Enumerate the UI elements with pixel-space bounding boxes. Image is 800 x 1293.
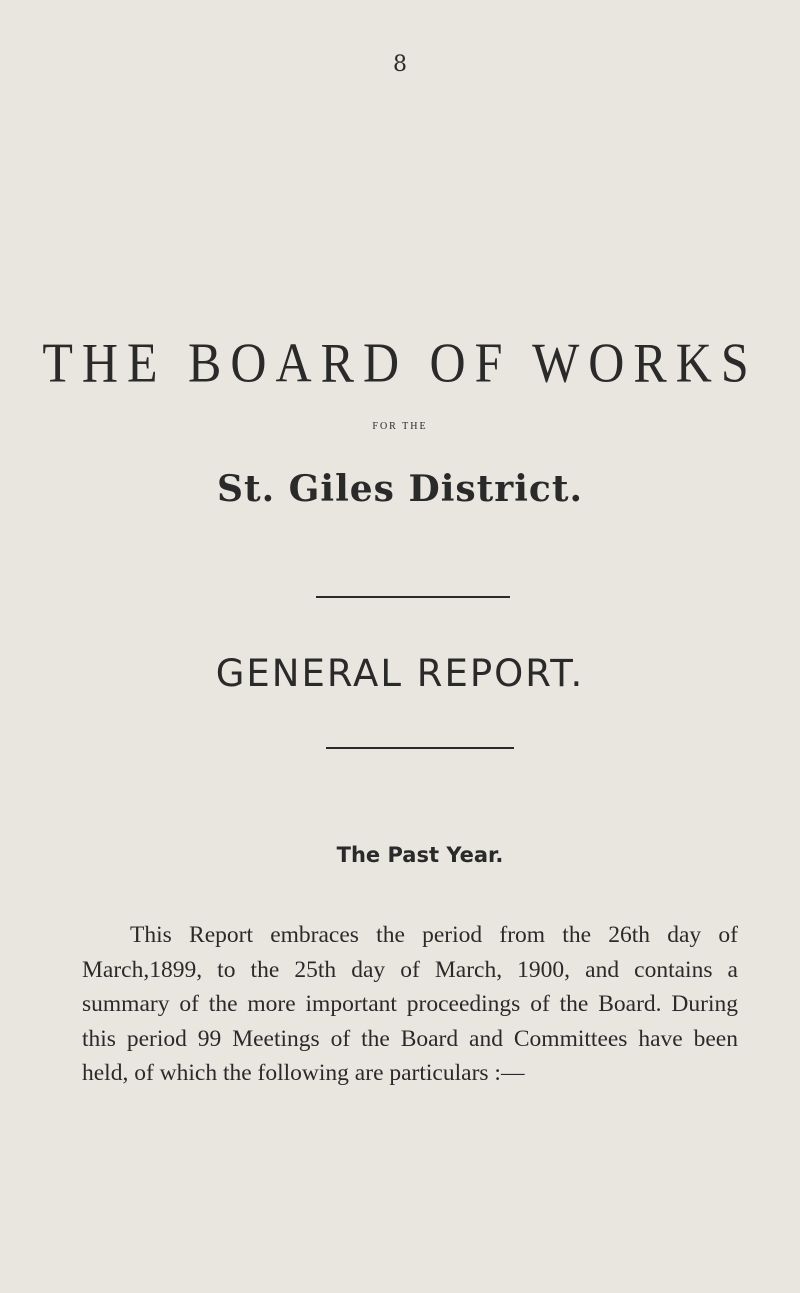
report-title: GENERAL REPORT. — [215, 652, 585, 695]
divider-rule-bottom — [326, 747, 514, 749]
section-heading: The Past Year. — [336, 843, 504, 867]
district-name: St. Giles District. — [216, 468, 583, 510]
title-connector: FOR THE — [372, 421, 428, 432]
document-title: THE BOARD OF WORKS — [42, 331, 758, 394]
body-paragraph: This Report embraces the period from the 26th day of March,1899, to the 25th day of March, 1900, and contains a summary of the more important proceedings of the Board. During this period 99 Meetings of the Board and Committees have been held, of which the following are particulars :— — [82, 922, 738, 1086]
page-number: 8 — [393, 52, 407, 77]
divider-rule-top — [316, 596, 510, 598]
